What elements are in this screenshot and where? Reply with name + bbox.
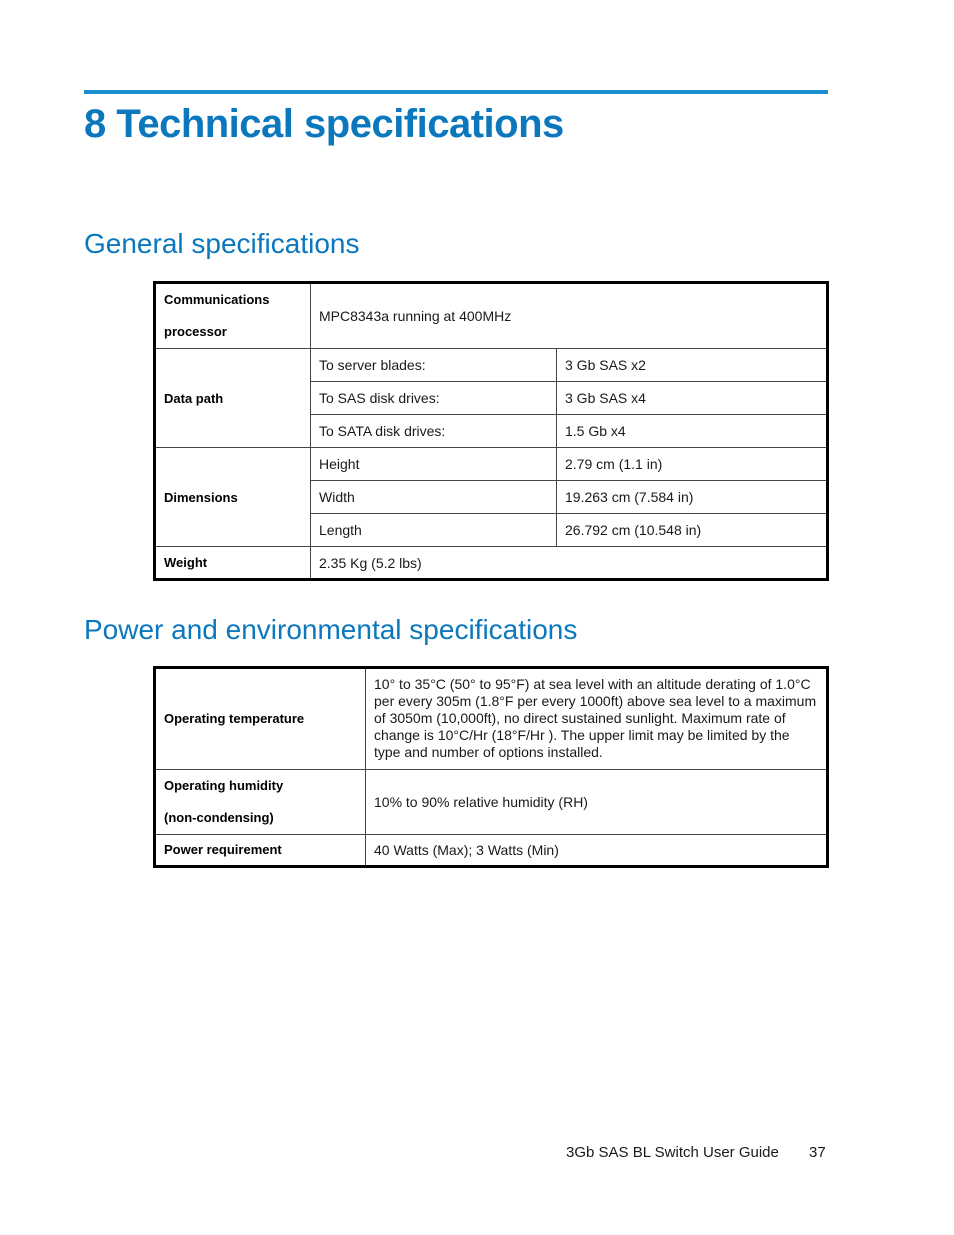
power-requirement-value: 40 Watts (Max); 3 Watts (Min) xyxy=(366,834,828,866)
section-title-power: Power and environmental specifications xyxy=(84,614,578,645)
dimension-value: 2.79 cm (1.1 in) xyxy=(557,448,828,481)
dimensions-label: Dimensions xyxy=(155,448,311,547)
weight-value: 2.35 Kg (5.2 lbs) xyxy=(311,547,828,580)
dimension-name: Length xyxy=(311,514,557,547)
footer-page-number: 37 xyxy=(809,1144,826,1161)
comm-processor-value: MPC8343a running at 400MHz xyxy=(311,283,828,349)
dimension-value: 19.263 cm (7.584 in) xyxy=(557,481,828,514)
data-path-value: 1.5 Gb x4 xyxy=(557,415,828,448)
chapter-title: 8 Technical specifications xyxy=(84,102,564,146)
table-row xyxy=(155,769,828,834)
dimension-name: Height xyxy=(311,448,557,481)
data-path-value: 3 Gb SAS x4 xyxy=(557,382,828,415)
power-spec-table xyxy=(153,666,829,868)
table-row xyxy=(155,834,828,866)
dimension-name: Width xyxy=(311,481,557,514)
power-requirement-label: Power requirement xyxy=(155,834,366,866)
data-path-value: 3 Gb SAS x2 xyxy=(557,349,828,382)
data-path-name: To SATA disk drives: xyxy=(311,415,557,448)
table-row xyxy=(155,668,828,770)
operating-humidity-value: 10% to 90% relative humidity (RH) xyxy=(366,769,828,834)
dimension-value: 26.792 cm (10.548 in) xyxy=(557,514,828,547)
comm-processor-label: Communications processor xyxy=(155,283,311,349)
footer-guide-title: 3Gb SAS BL Switch User Guide xyxy=(566,1144,779,1161)
operating-humidity-label: Operating humidity (non-condensing) xyxy=(155,769,366,834)
chapter-rule xyxy=(84,90,828,94)
weight-label: Weight xyxy=(155,547,311,580)
operating-temperature-value: 10° to 35°C (50° to 95°F) at sea level with an altitude derating of 1.0°C per every 305m (1.8°F per every 1000ft) above sea level to a maximum of 3050m (10,000ft), no direct sustained sunlight. Maximum rate of change is 10°C/Hr (18°F/Hr ). The upper limit may be limited by the type and number of options installed. xyxy=(366,668,828,770)
section-title-general: General specifications xyxy=(84,228,360,259)
operating-temperature-label: Operating temperature xyxy=(155,668,366,770)
data-path-label: Data path xyxy=(155,349,311,448)
data-path-name: To SAS disk drives: xyxy=(311,382,557,415)
table-row xyxy=(155,547,828,580)
table-row xyxy=(155,283,828,349)
data-path-name: To server blades: xyxy=(311,349,557,382)
table-row xyxy=(155,448,828,481)
table-row xyxy=(155,349,828,382)
general-spec-table xyxy=(153,281,829,581)
